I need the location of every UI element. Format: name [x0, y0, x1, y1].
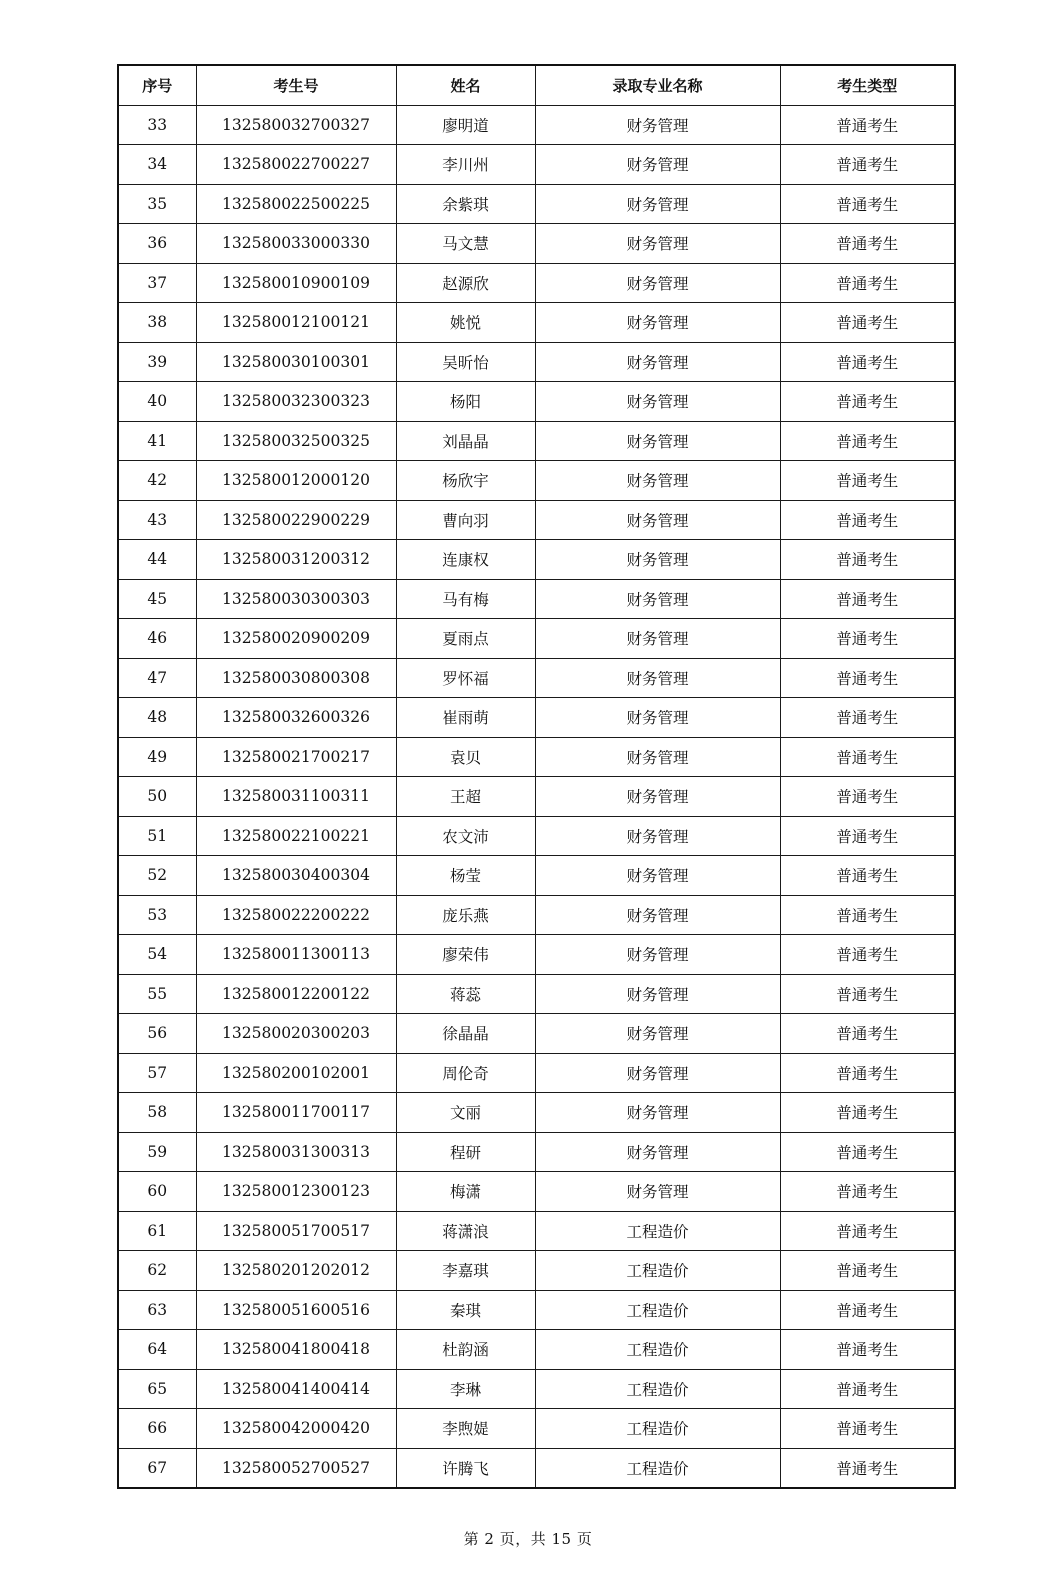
table-row [118, 382, 955, 422]
cell-index: 50 [118, 777, 196, 817]
cell-major: 工程造价 [535, 1409, 780, 1449]
cell-candidate-type: 普通考生 [780, 461, 955, 501]
cell-name: 赵源欣 [396, 263, 535, 303]
cell-index: 51 [118, 816, 196, 856]
cell-candidate-type: 普通考生 [780, 105, 955, 145]
cell-candidate-id: 132580031300313 [196, 1132, 396, 1172]
cell-index: 42 [118, 461, 196, 501]
cell-index: 34 [118, 145, 196, 185]
cell-candidate-id: 132580021700217 [196, 737, 396, 777]
cell-candidate-type: 普通考生 [780, 777, 955, 817]
cell-major: 财务管理 [535, 658, 780, 698]
cell-candidate-type: 普通考生 [780, 856, 955, 896]
header-candidate-type: 考生类型 [780, 65, 955, 105]
cell-name: 曹向羽 [396, 500, 535, 540]
cell-major: 财务管理 [535, 1093, 780, 1133]
table-row [118, 1251, 955, 1291]
cell-major: 财务管理 [535, 737, 780, 777]
cell-candidate-id: 132580022900229 [196, 500, 396, 540]
cell-major: 财务管理 [535, 1172, 780, 1212]
cell-name: 文丽 [396, 1093, 535, 1133]
cell-candidate-type: 普通考生 [780, 1211, 955, 1251]
cell-candidate-type: 普通考生 [780, 895, 955, 935]
cell-index: 56 [118, 1014, 196, 1054]
table-row [118, 540, 955, 580]
header-index: 序号 [118, 65, 196, 105]
cell-name: 秦琪 [396, 1290, 535, 1330]
cell-candidate-type: 普通考生 [780, 224, 955, 264]
cell-candidate-id: 132580011300113 [196, 935, 396, 975]
cell-major: 财务管理 [535, 461, 780, 501]
cell-index: 43 [118, 500, 196, 540]
cell-candidate-id: 132580032600326 [196, 698, 396, 738]
cell-candidate-type: 普通考生 [780, 145, 955, 185]
cell-candidate-id: 132580030100301 [196, 342, 396, 382]
table-row [118, 1172, 955, 1212]
cell-candidate-id: 132580041400414 [196, 1369, 396, 1409]
header-candidate-id: 考生号 [196, 65, 396, 105]
admission-table [117, 64, 956, 1489]
cell-candidate-type: 普通考生 [780, 619, 955, 659]
cell-major: 财务管理 [535, 145, 780, 185]
table-row [118, 777, 955, 817]
cell-candidate-id: 132580012300123 [196, 1172, 396, 1212]
cell-candidate-id: 132580020900209 [196, 619, 396, 659]
cell-index: 58 [118, 1093, 196, 1133]
table-row [118, 105, 955, 145]
cell-name: 庞乐燕 [396, 895, 535, 935]
cell-index: 39 [118, 342, 196, 382]
cell-name: 杨欣宇 [396, 461, 535, 501]
table-row [118, 145, 955, 185]
cell-candidate-type: 普通考生 [780, 342, 955, 382]
cell-name: 马文慧 [396, 224, 535, 264]
cell-candidate-id: 132580022100221 [196, 816, 396, 856]
cell-name: 姚悦 [396, 303, 535, 343]
cell-candidate-type: 普通考生 [780, 1132, 955, 1172]
table-row [118, 303, 955, 343]
cell-major: 工程造价 [535, 1448, 780, 1488]
cell-major: 工程造价 [535, 1251, 780, 1291]
cell-index: 40 [118, 382, 196, 422]
table-row [118, 1330, 955, 1370]
cell-candidate-type: 普通考生 [780, 1093, 955, 1133]
cell-name: 袁贝 [396, 737, 535, 777]
cell-name: 李川州 [396, 145, 535, 185]
cell-major: 财务管理 [535, 105, 780, 145]
cell-name: 王超 [396, 777, 535, 817]
cell-name: 蒋潇浪 [396, 1211, 535, 1251]
table-row [118, 500, 955, 540]
cell-name: 吴昕怡 [396, 342, 535, 382]
cell-index: 45 [118, 579, 196, 619]
cell-candidate-id: 132580011700117 [196, 1093, 396, 1133]
cell-candidate-type: 普通考生 [780, 658, 955, 698]
cell-index: 52 [118, 856, 196, 896]
cell-candidate-type: 普通考生 [780, 1369, 955, 1409]
cell-candidate-id: 132580041800418 [196, 1330, 396, 1370]
cell-major: 财务管理 [535, 777, 780, 817]
cell-candidate-type: 普通考生 [780, 816, 955, 856]
cell-index: 65 [118, 1369, 196, 1409]
cell-name: 杜韵涵 [396, 1330, 535, 1370]
cell-name: 罗怀福 [396, 658, 535, 698]
cell-major: 财务管理 [535, 342, 780, 382]
cell-index: 49 [118, 737, 196, 777]
cell-candidate-type: 普通考生 [780, 974, 955, 1014]
cell-candidate-type: 普通考生 [780, 500, 955, 540]
cell-major: 财务管理 [535, 579, 780, 619]
cell-candidate-id: 132580022700227 [196, 145, 396, 185]
cell-candidate-type: 普通考生 [780, 540, 955, 580]
cell-candidate-id: 132580012000120 [196, 461, 396, 501]
cell-candidate-type: 普通考生 [780, 382, 955, 422]
table-row [118, 1132, 955, 1172]
cell-candidate-id: 132580012100121 [196, 303, 396, 343]
cell-candidate-id: 132580033000330 [196, 224, 396, 264]
table-row [118, 184, 955, 224]
cell-name: 程研 [396, 1132, 535, 1172]
table-row [118, 1053, 955, 1093]
cell-index: 64 [118, 1330, 196, 1370]
cell-index: 46 [118, 619, 196, 659]
cell-candidate-id: 132580032500325 [196, 421, 396, 461]
cell-candidate-id: 132580051700517 [196, 1211, 396, 1251]
cell-major: 财务管理 [535, 816, 780, 856]
cell-index: 55 [118, 974, 196, 1014]
cell-candidate-type: 普通考生 [780, 303, 955, 343]
cell-index: 47 [118, 658, 196, 698]
cell-major: 财务管理 [535, 540, 780, 580]
cell-major: 财务管理 [535, 974, 780, 1014]
cell-major: 财务管理 [535, 382, 780, 422]
cell-major: 工程造价 [535, 1290, 780, 1330]
cell-major: 财务管理 [535, 895, 780, 935]
cell-major: 工程造价 [535, 1369, 780, 1409]
table-row [118, 856, 955, 896]
cell-candidate-type: 普通考生 [780, 421, 955, 461]
cell-index: 61 [118, 1211, 196, 1251]
cell-candidate-id: 132580012200122 [196, 974, 396, 1014]
cell-major: 财务管理 [535, 1014, 780, 1054]
table-row [118, 263, 955, 303]
table-row [118, 619, 955, 659]
table-row [118, 421, 955, 461]
cell-name: 连康权 [396, 540, 535, 580]
table-row [118, 1448, 955, 1488]
cell-candidate-id: 132580032300323 [196, 382, 396, 422]
cell-name: 李琳 [396, 1369, 535, 1409]
header-name: 姓名 [396, 65, 535, 105]
cell-major: 工程造价 [535, 1330, 780, 1370]
cell-name: 蒋蕊 [396, 974, 535, 1014]
cell-major: 财务管理 [535, 263, 780, 303]
cell-candidate-id: 132580020300203 [196, 1014, 396, 1054]
cell-candidate-type: 普通考生 [780, 1053, 955, 1093]
table-row [118, 1290, 955, 1330]
cell-index: 59 [118, 1132, 196, 1172]
cell-name: 梅潇 [396, 1172, 535, 1212]
table-row [118, 895, 955, 935]
cell-index: 57 [118, 1053, 196, 1093]
cell-candidate-id: 132580030400304 [196, 856, 396, 896]
cell-major: 财务管理 [535, 184, 780, 224]
cell-index: 38 [118, 303, 196, 343]
cell-name: 刘晶晶 [396, 421, 535, 461]
cell-major: 财务管理 [535, 619, 780, 659]
table-row [118, 974, 955, 1014]
cell-candidate-type: 普通考生 [780, 1251, 955, 1291]
cell-candidate-id: 132580031200312 [196, 540, 396, 580]
cell-name: 周伦奇 [396, 1053, 535, 1093]
cell-candidate-type: 普通考生 [780, 935, 955, 975]
cell-candidate-type: 普通考生 [780, 1330, 955, 1370]
cell-name: 廖荣伟 [396, 935, 535, 975]
cell-name: 杨阳 [396, 382, 535, 422]
table-row [118, 579, 955, 619]
cell-major: 财务管理 [535, 1132, 780, 1172]
cell-candidate-id: 132580201202012 [196, 1251, 396, 1291]
cell-candidate-id: 132580052700527 [196, 1448, 396, 1488]
cell-index: 44 [118, 540, 196, 580]
cell-index: 48 [118, 698, 196, 738]
table-row [118, 461, 955, 501]
cell-major: 财务管理 [535, 856, 780, 896]
cell-name: 农文沛 [396, 816, 535, 856]
cell-candidate-id: 132580022500225 [196, 184, 396, 224]
cell-candidate-id: 132580200102001 [196, 1053, 396, 1093]
table-row [118, 658, 955, 698]
cell-candidate-type: 普通考生 [780, 579, 955, 619]
cell-major: 财务管理 [535, 935, 780, 975]
cell-index: 67 [118, 1448, 196, 1488]
cell-name: 许腾飞 [396, 1448, 535, 1488]
cell-index: 60 [118, 1172, 196, 1212]
cell-candidate-id: 132580010900109 [196, 263, 396, 303]
cell-major: 财务管理 [535, 1053, 780, 1093]
cell-major: 财务管理 [535, 698, 780, 738]
table-row [118, 935, 955, 975]
cell-name: 李煦媞 [396, 1409, 535, 1449]
cell-name: 徐晶晶 [396, 1014, 535, 1054]
cell-index: 41 [118, 421, 196, 461]
cell-major: 财务管理 [535, 303, 780, 343]
cell-major: 财务管理 [535, 500, 780, 540]
cell-name: 廖明道 [396, 105, 535, 145]
cell-candidate-type: 普通考生 [780, 1409, 955, 1449]
cell-major: 工程造价 [535, 1211, 780, 1251]
cell-candidate-type: 普通考生 [780, 698, 955, 738]
cell-candidate-type: 普通考生 [780, 184, 955, 224]
table-row [118, 1409, 955, 1449]
cell-candidate-id: 132580042000420 [196, 1409, 396, 1449]
cell-candidate-id: 132580031100311 [196, 777, 396, 817]
cell-index: 33 [118, 105, 196, 145]
table-row [118, 1211, 955, 1251]
cell-candidate-id: 132580032700327 [196, 105, 396, 145]
cell-candidate-type: 普通考生 [780, 737, 955, 777]
cell-name: 杨莹 [396, 856, 535, 896]
table-row [118, 1369, 955, 1409]
cell-major: 财务管理 [535, 224, 780, 264]
cell-index: 53 [118, 895, 196, 935]
cell-candidate-type: 普通考生 [780, 1448, 955, 1488]
cell-candidate-id: 132580030300303 [196, 579, 396, 619]
table-row [118, 224, 955, 264]
header-major: 录取专业名称 [535, 65, 780, 105]
cell-candidate-type: 普通考生 [780, 1014, 955, 1054]
table-row [118, 342, 955, 382]
cell-major: 财务管理 [535, 421, 780, 461]
header-row [118, 65, 955, 105]
table-row [118, 1014, 955, 1054]
table-row [118, 737, 955, 777]
cell-candidate-id: 132580022200222 [196, 895, 396, 935]
cell-candidate-type: 普通考生 [780, 263, 955, 303]
cell-index: 37 [118, 263, 196, 303]
page-number: 第 2 页，共 15 页 [463, 1530, 593, 1548]
cell-index: 36 [118, 224, 196, 264]
cell-candidate-type: 普通考生 [780, 1290, 955, 1330]
cell-index: 63 [118, 1290, 196, 1330]
cell-candidate-id: 132580030800308 [196, 658, 396, 698]
cell-index: 66 [118, 1409, 196, 1449]
table-row [118, 1093, 955, 1133]
cell-candidate-type: 普通考生 [780, 1172, 955, 1212]
cell-index: 54 [118, 935, 196, 975]
cell-name: 马有梅 [396, 579, 535, 619]
table-row [118, 698, 955, 738]
table-row [118, 816, 955, 856]
cell-name: 李嘉琪 [396, 1251, 535, 1291]
cell-index: 35 [118, 184, 196, 224]
cell-name: 崔雨萌 [396, 698, 535, 738]
cell-index: 62 [118, 1251, 196, 1291]
cell-candidate-id: 132580051600516 [196, 1290, 396, 1330]
cell-name: 余紫琪 [396, 184, 535, 224]
cell-name: 夏雨点 [396, 619, 535, 659]
